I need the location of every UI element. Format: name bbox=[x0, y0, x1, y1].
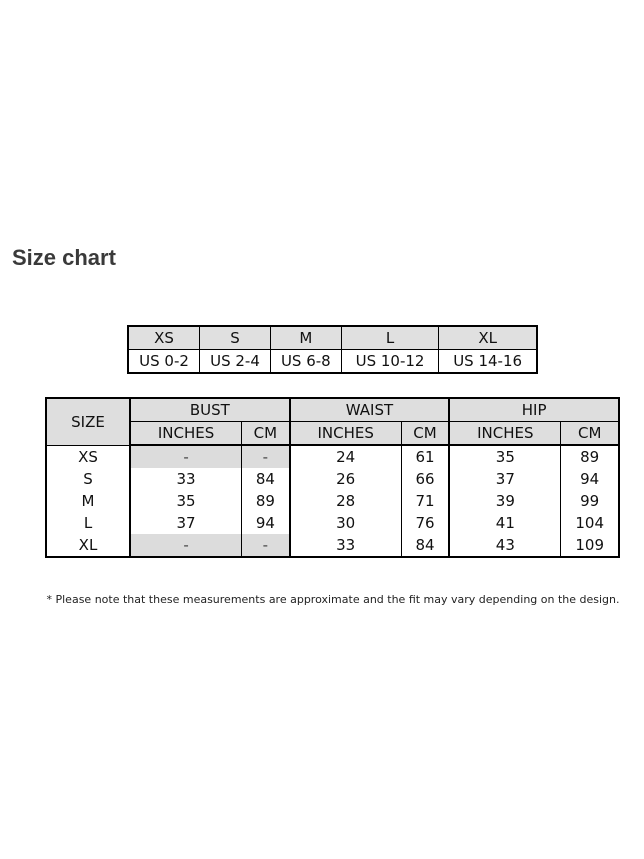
row-size: S bbox=[83, 470, 93, 488]
waist-cm-cell: 61 bbox=[401, 445, 449, 468]
size-label: M bbox=[270, 326, 341, 350]
hip-cm-cell: 94 bbox=[561, 468, 619, 490]
measurements-table bbox=[45, 397, 620, 558]
hip-inches-cell: 41 bbox=[449, 512, 561, 534]
waist-inches-cell: 28 bbox=[290, 490, 402, 512]
size-column-header: SIZE bbox=[46, 398, 130, 445]
table-row bbox=[46, 445, 619, 468]
waist-inches-cell: 30 bbox=[290, 512, 402, 534]
unit-header: CM bbox=[561, 422, 619, 446]
row-size: L bbox=[83, 514, 93, 532]
hip-cm-cell: 89 bbox=[561, 445, 619, 468]
unit-header: CM bbox=[401, 422, 449, 446]
hip-inches-cell: 37 bbox=[449, 468, 561, 490]
bust-cm-cell: - bbox=[242, 445, 290, 468]
us-size-value: US 2-4 bbox=[200, 350, 271, 374]
row-size: XS bbox=[78, 447, 98, 466]
row-size: M bbox=[81, 492, 95, 510]
hip-inches-cell: 35 bbox=[449, 445, 561, 468]
waist-inches-cell: 26 bbox=[290, 468, 402, 490]
us-size-row bbox=[128, 350, 537, 374]
size-label: XS bbox=[128, 326, 200, 350]
section-header-row bbox=[46, 398, 619, 422]
bust-inches-cell: 37 bbox=[130, 512, 242, 534]
waist-cm-cell: 84 bbox=[401, 534, 449, 557]
us-size-value: US 14-16 bbox=[439, 350, 537, 374]
hip-cm-cell: 109 bbox=[561, 534, 619, 557]
hip-cm-cell: 104 bbox=[561, 512, 619, 534]
row-size: XL bbox=[78, 536, 98, 554]
hip-inches-cell: 39 bbox=[449, 490, 561, 512]
bust-inches-cell: 33 bbox=[130, 468, 242, 490]
unit-header-row bbox=[46, 422, 619, 446]
unit-header: CM bbox=[242, 422, 290, 446]
size-label: XL bbox=[439, 326, 537, 350]
waist-cm-cell: 66 bbox=[401, 468, 449, 490]
bust-inches-cell: - bbox=[130, 445, 242, 468]
table-row bbox=[46, 512, 619, 534]
waist-inches-cell: 33 bbox=[290, 534, 402, 557]
waist-cm-cell: 76 bbox=[401, 512, 449, 534]
bust-cm-cell: 89 bbox=[242, 490, 290, 512]
hip-cm-cell: 99 bbox=[561, 490, 619, 512]
us-size-table bbox=[127, 325, 538, 374]
unit-header: INCHES bbox=[449, 422, 561, 446]
us-size-value: US 0-2 bbox=[139, 352, 189, 370]
waist-cm-cell: 71 bbox=[401, 490, 449, 512]
size-label: S bbox=[200, 326, 271, 350]
table-row bbox=[46, 534, 619, 557]
bust-header: BUST bbox=[130, 398, 290, 422]
bust-cm-cell: - bbox=[242, 534, 290, 557]
us-size-value: US 10-12 bbox=[341, 350, 438, 374]
table-row bbox=[46, 468, 619, 490]
hip-header: HIP bbox=[449, 398, 619, 422]
size-label-row bbox=[128, 326, 537, 350]
bust-cm-cell: 94 bbox=[242, 512, 290, 534]
us-size-value: US 6-8 bbox=[270, 350, 341, 374]
disclaimer-note: * Please note that these measurements are approximate and the fit may vary depending on the design. bbox=[46, 593, 620, 606]
bust-cm-cell: 84 bbox=[242, 468, 290, 490]
hip-inches-cell: 43 bbox=[449, 534, 561, 557]
unit-header: INCHES bbox=[130, 422, 242, 446]
waist-header: WAIST bbox=[290, 398, 450, 422]
size-label: L bbox=[341, 326, 438, 350]
table-row bbox=[46, 490, 619, 512]
page-title: Size chart bbox=[12, 245, 116, 270]
bust-inches-cell: - bbox=[130, 534, 242, 557]
waist-inches-cell: 24 bbox=[290, 445, 402, 468]
unit-header: INCHES bbox=[290, 422, 402, 446]
bust-inches-cell: 35 bbox=[130, 490, 242, 512]
